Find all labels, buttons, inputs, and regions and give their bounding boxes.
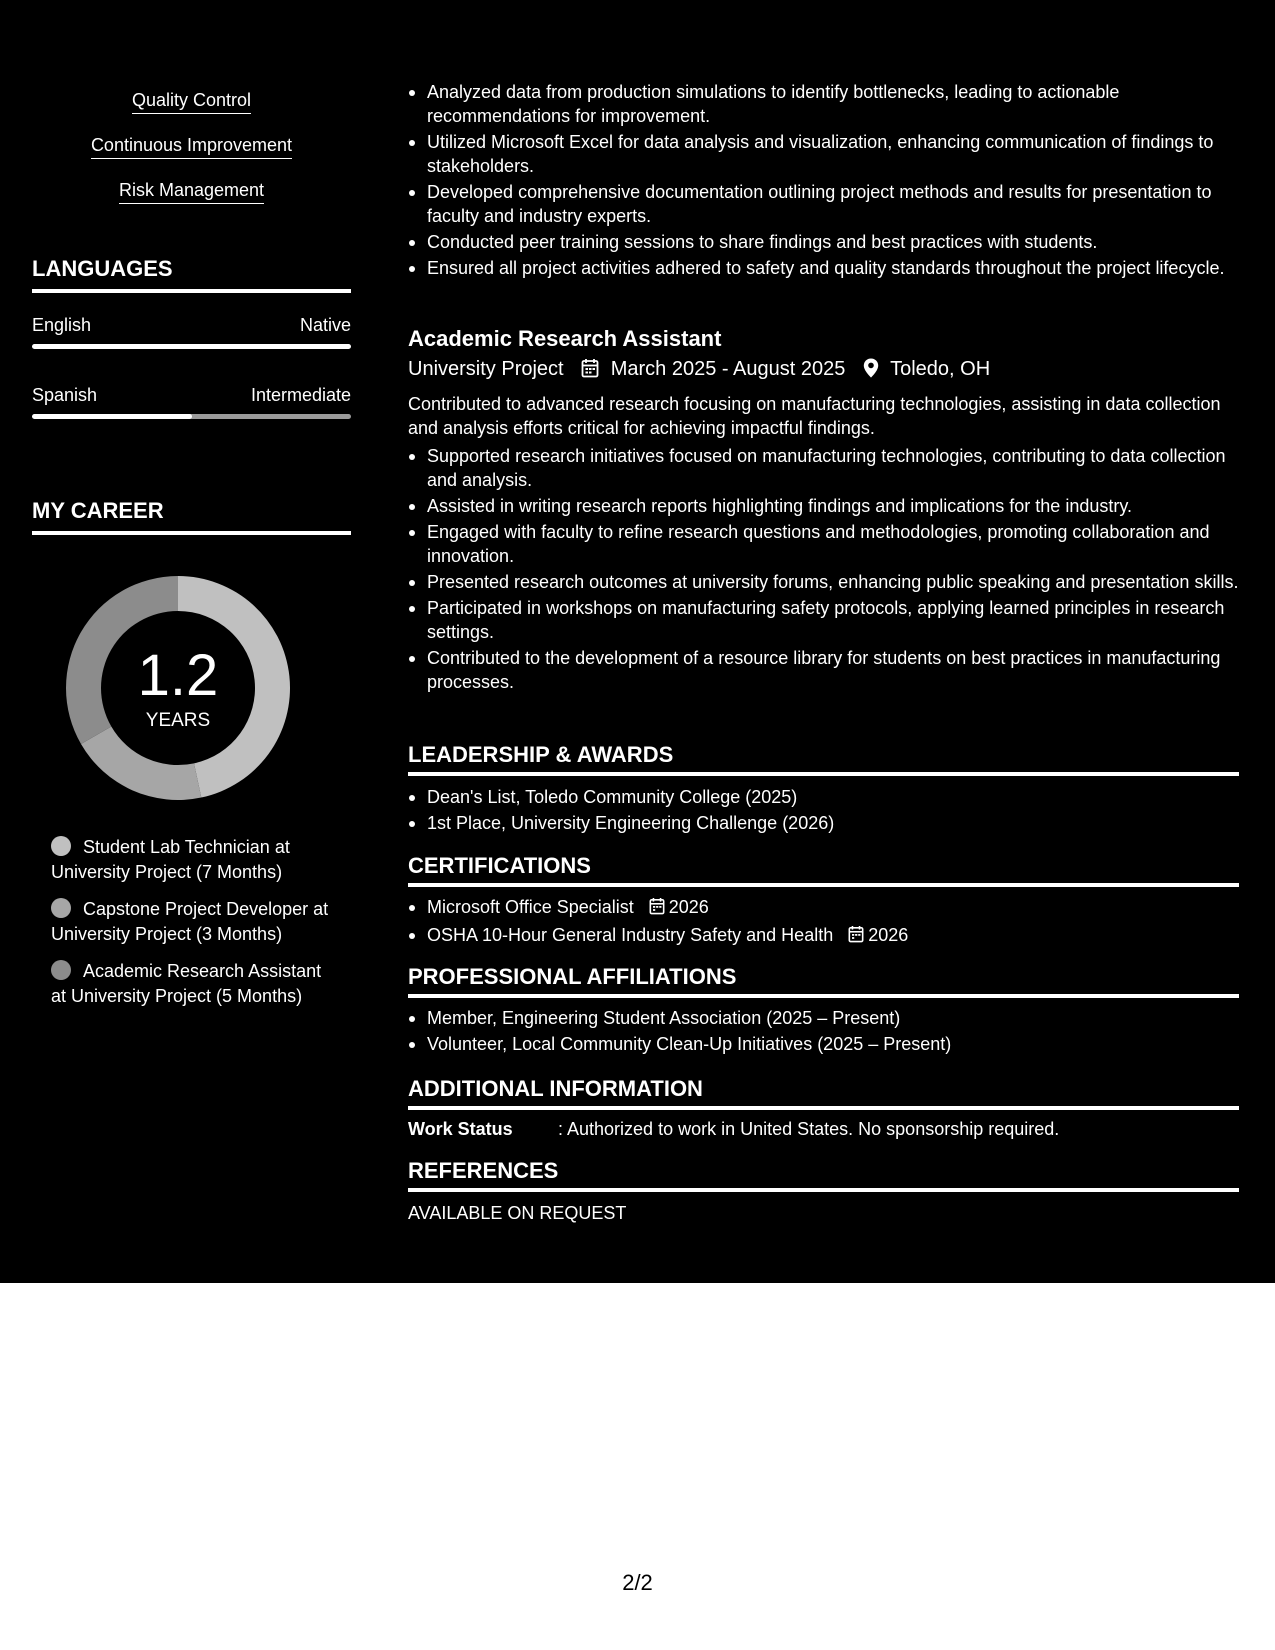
certification-date [848,923,908,949]
list-item: Utilized Microsoft Excel for data analysis and visualization, enhancing communication of findings to stakeholders. [408,130,1239,178]
certifications-heading: CERTIFICATIONS [408,852,1239,887]
work-status-label: Work Status [408,1119,513,1139]
list-item: Contributed to the development of a resource library for students on best practices in manufacturing processes. [408,646,1239,694]
work-status-value: : Authorized to work in United States. No sponsorship required. [558,1119,1060,1139]
awards-heading: LEADERSHIP & AWARDS [408,741,1239,776]
list-item: Member, Engineering Student Association (2025 – Present) [408,1006,1239,1030]
list-item: Presented research outcomes at university forums, enhancing public speaking and presentation skills. [408,570,1239,594]
languages-heading: LANGUAGES [32,255,351,293]
legend-dot-icon [51,836,71,856]
references-heading: REFERENCES [408,1157,1239,1192]
location-pin-icon [863,358,879,385]
language-bar-fill [32,344,351,349]
certification-name: Microsoft Office Specialist [427,897,634,917]
list-item: Engaged with faculty to refine research questions and methodologies, promoting collaboration and innovation. [408,520,1239,568]
page-number: 2/2 [622,1570,653,1595]
language-level: Native [299,315,351,335]
list-item: Supported research initiatives focused on manufacturing technologies, contributing to data collection and analysis. [408,444,1239,492]
list-item: Ensured all project activities adhered to safety and quality standards throughout the project lifecycle. [408,256,1239,280]
calendar-icon [848,925,864,949]
language-name: Spanish [32,385,98,405]
language-bar-english [32,344,351,349]
job-dates: March 2025 - August 2025 [610,358,846,380]
career-total-unit: YEARS [145,710,211,731]
legend-dot-icon [51,960,71,980]
career-item [51,959,331,1009]
legend-dot-icon [51,898,71,918]
skill-quality-control[interactable]: Quality Control [32,88,351,114]
certification-date [649,895,709,921]
career-item [51,835,331,885]
job-bullets [408,444,1239,696]
list-item: Developed comprehensive documentation outlining project methods and results for presentation to faculty and industry experts. [408,180,1239,228]
donut-segment [81,727,201,801]
affiliations-heading: PROFESSIONAL AFFILIATIONS [408,963,1239,998]
references-text: AVAILABLE ON REQUEST [408,1203,627,1223]
list-item [408,895,1239,921]
career-item [51,897,331,947]
skill-risk-management[interactable]: Risk Management [32,178,351,204]
affiliations-list [408,1006,1239,1058]
list-item: Volunteer, Local Community Clean-Up Initiatives (2025 – Present) [408,1032,1239,1056]
calendar-icon [581,358,599,385]
previous-job-bullets [408,80,1239,282]
career-donut-chart [66,576,290,800]
career-total-value: 1.2 [137,643,219,708]
certification-year: 2026 [668,897,709,917]
list-item: Conducted peer training sessions to share findings and best practices with students. [408,230,1239,254]
career-heading: MY CAREER [32,497,351,535]
certifications-list [408,895,1239,951]
career-item-text: Capstone Project Developer at University Project (3 Months) [51,899,329,944]
additional-info-heading: ADDITIONAL INFORMATION [408,1075,1239,1110]
language-bar-fill [32,414,192,419]
career-item-text: Student Lab Technician at University Project (7 Months) [51,837,290,882]
language-bar-spanish [32,414,351,419]
job-location: Toledo, OH [890,358,991,380]
job-company: University Project [408,358,564,380]
list-item: 1st Place, University Engineering Challenge (2026) [408,811,1239,835]
calendar-icon [649,897,665,921]
certification-year: 2026 [868,925,909,945]
skill-continuous-improvement[interactable]: Continuous Improvement [32,133,351,159]
language-name: English [32,315,92,335]
job-title: Academic Research Assistant [408,326,722,351]
language-level: Intermediate [250,385,351,405]
list-item [408,923,1239,949]
list-item: Assisted in writing research reports highlighting findings and implications for the industry. [408,494,1239,518]
list-item: Participated in workshops on manufacturing safety protocols, applying learned principles in research settings. [408,596,1239,644]
job-description: Contributed to advanced research focusing on manufacturing technologies, assisting in data collection and analysis efforts critical for achieving impactful findings. [408,394,1221,438]
certification-name: OSHA 10-Hour General Industry Safety and Health [427,925,834,945]
job-meta [408,356,990,385]
awards-list [408,785,1239,837]
list-item: Dean's List, Toledo Community College (2025) [408,785,1239,809]
list-item: Analyzed data from production simulations to identify bottlenecks, leading to actionable recommendations for improvement. [408,80,1239,128]
career-item-text: Academic Research Assistant at University Project (5 Months) [51,961,322,1006]
